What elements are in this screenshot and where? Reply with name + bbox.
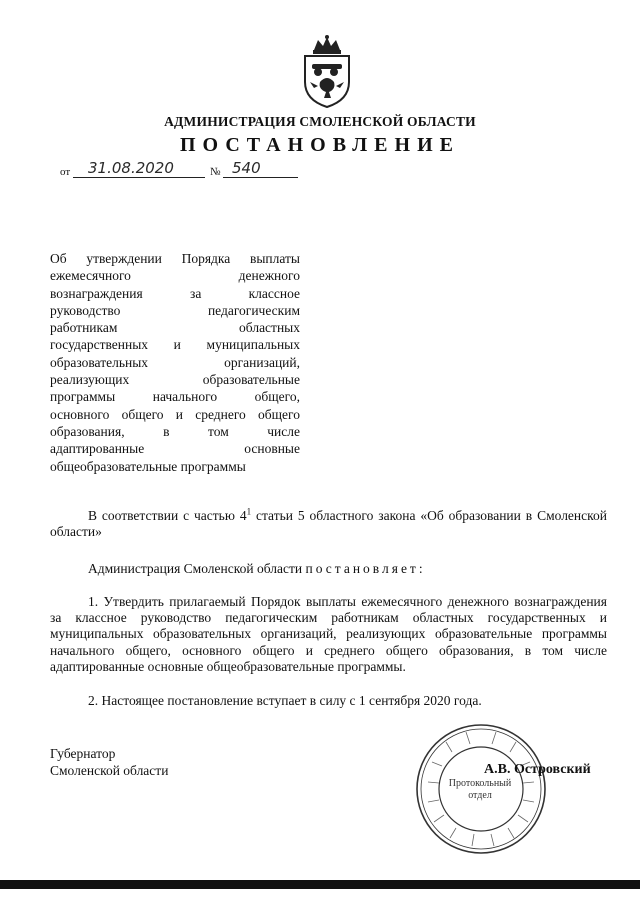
signer-position-line: Губернатор bbox=[50, 746, 116, 761]
stamp-line: отдел bbox=[468, 790, 492, 801]
signer-position bbox=[50, 745, 168, 779]
preamble-text: В соответствии с частью 4 bbox=[88, 508, 247, 523]
clause-2: 2. Настоящее постановление вступает в силу с 1 сентября 2020 года. bbox=[88, 693, 482, 708]
preamble-superscript: 1 bbox=[246, 506, 252, 517]
subject-line: ежемесячного денежного bbox=[50, 268, 300, 284]
subject-line: основного общего и среднего общего bbox=[50, 406, 300, 422]
number-value: 540 bbox=[232, 159, 261, 177]
signer-position-line: Смоленской области bbox=[50, 763, 169, 778]
stamp-line: Протокольный bbox=[448, 778, 512, 789]
subject-line: адаптированные основные bbox=[50, 441, 300, 457]
subject-line: образовательных организаций, bbox=[50, 354, 300, 370]
stamp-inner-text bbox=[447, 778, 513, 802]
subject-line: общеобразовательные программы bbox=[50, 458, 246, 474]
subject-line: работникам областных bbox=[50, 320, 300, 336]
coat-of-arms-emblem bbox=[298, 34, 356, 110]
scan-edge-bar bbox=[0, 880, 640, 889]
subject-line: руководство педагогическим bbox=[50, 302, 300, 318]
document-subject bbox=[50, 250, 300, 475]
date-value: 31.08.2020 bbox=[88, 159, 174, 177]
preamble-paragraph bbox=[50, 508, 607, 540]
subject-line: программы начального общего, bbox=[50, 389, 300, 405]
date-underline bbox=[73, 177, 205, 178]
subject-line: государственных и муниципальных bbox=[50, 337, 300, 353]
resolution-statement bbox=[50, 561, 607, 577]
number-underline bbox=[223, 177, 298, 178]
resolution-subject: Администрация Смоленской области bbox=[88, 561, 306, 576]
signer-name: А.В. Островский bbox=[484, 762, 591, 777]
subject-line: реализующих образовательные bbox=[50, 372, 300, 388]
resolution-verb: постановляет: bbox=[305, 561, 426, 576]
clause-1-text: 1. Утвердить прилагаемый Порядок выплаты ежемесячного денежного вознаграждения за классное руководство педагогическим работникам областных государственных и муниципальных образовательных организаций, реализующих образовательные программы начального общего, основного общего и среднего общего образования, в том числе адаптированные основные общеобразовательные программы. bbox=[50, 594, 607, 674]
clause-1 bbox=[50, 594, 607, 675]
subject-line: Об утверждении Порядка выплаты bbox=[50, 251, 300, 266]
date-prefix: от bbox=[60, 166, 71, 178]
subject-line: вознаграждения за классное bbox=[50, 285, 300, 301]
date-number-line bbox=[60, 158, 320, 182]
preamble-text-cont: статьи 5 областного закона «Об образовании в Смоленской области» bbox=[50, 508, 607, 540]
organization-title: АДМИНИСТРАЦИЯ СМОЛЕНСКОЙ ОБЛАСТИ bbox=[164, 114, 476, 129]
number-prefix: № bbox=[210, 166, 221, 178]
document-type-title: ПОСТАНОВЛЕНИЕ bbox=[180, 134, 460, 156]
subject-line: образования, в том числе bbox=[50, 423, 300, 439]
